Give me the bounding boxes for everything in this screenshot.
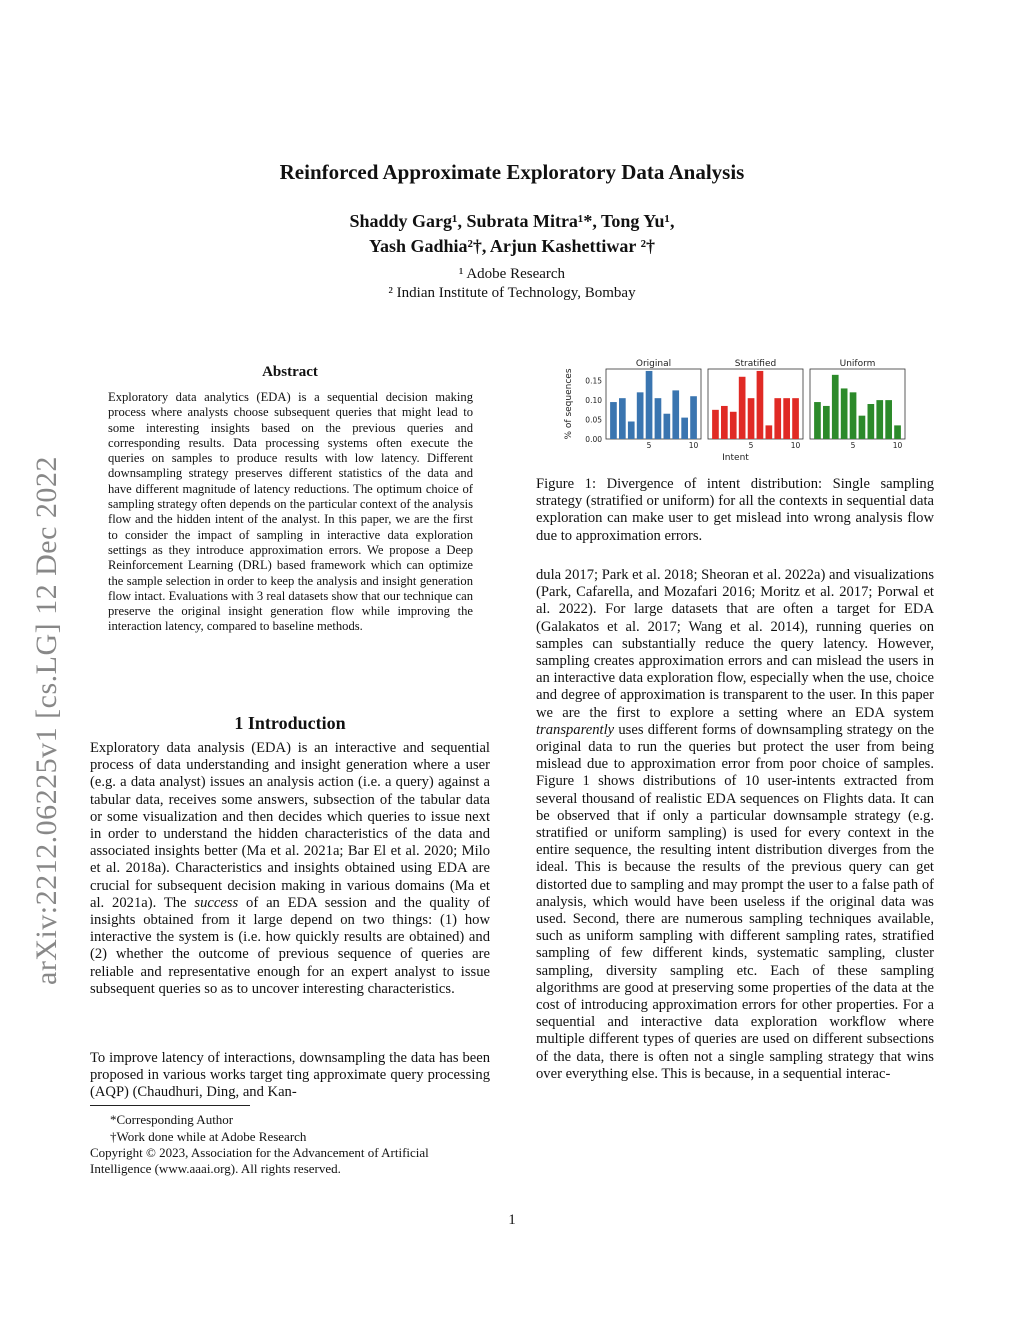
- bar-stratified-10: [792, 398, 799, 439]
- intro-p1-emphasis: success: [194, 894, 239, 911]
- bar-stratified-5: [748, 398, 755, 439]
- right-body-emphasis: transparently: [536, 721, 615, 738]
- right-body-part-b: uses different forms of downsampling strategy on the original data to run the queries but protect the user from being mislead due to approximation error from poor choice of samples. Figure 1 shows distributions of 10 user-intents extracted from several thousand of realistic EDA sequences on Flights data. It can be observed that if only a particular downsample strategy (e.g. stratified or uniform sampling) is used for every context in the entire sequence, the resulting intent distribution diverges from the ideal. This is because the results of the previous query can get distorted due to sampling and may prompt the user to a false path of analysis, which would have been useless if the original data was used. Second, there are numerous sampling techniques available, such as uniform sampling with different sampling rates, stratified sampling of few different kinds, systematic sampling, cluster sampling, diversity sampling etc. Each of these sampling algorithms are good at preserving some properties of the data at the cost of introducing approximation errors for other properties. For a sequential and interactive data exploration workflow where multiple different types of queries are used on different subsections of the data, there is often not a single sampling strategy that wins over everything else. This is because, in a sequential interac-: [536, 721, 934, 1082]
- footnote-work-done: †Work done while at Adobe Research: [110, 1129, 307, 1144]
- bar-uniform-10: [894, 425, 901, 439]
- bar-original-4: [637, 392, 644, 439]
- intro-p1-part-b: of an EDA session and the quality of insights obtained from it large depend on two things: (1) how interactive the system is (i.e. how quickly results are obtained) and (2) whether the outcome of previous sequence of queries are reliable and representative enough for an expert analyst to issue subsequent queries so as to uncover interesting characteristics.: [90, 894, 490, 997]
- introduction-paragraph-1: [90, 740, 490, 998]
- bar-uniform-7: [868, 404, 875, 439]
- bar-original-8: [672, 390, 679, 439]
- y-tick-label: 0.15: [585, 376, 602, 386]
- bar-original-6: [655, 398, 662, 439]
- abstract-heading: Abstract: [262, 364, 318, 380]
- abstract-text: Exploratory data analytics (EDA) is a sequential decision making process where analysts choose subsequent queries that might lead to some interesting insights based on the previous queries and corresponding results. Data processing systems often execute the queries on samples to produce results with low latency. Different downsampling strategy preserves different statistics of the data and have different magnitude of latency reductions. The optimum choice of sampling strategy often depends on the particular context of the analysis flow and the hidden intent of the analyst. In this paper, we are the first to consider the impact of sampling in interactive data exploration settings as they introduce approximation errors. We propose a Deep Reinforcement Learning (DRL) based framework which can optimize the sample selection in order to keep the analysis and insight generation flow intact. Evaluations with 3 real datasets show that our technique can preserve the original insight generation flow while improving the interaction latency, compared to baseline methods.: [108, 390, 473, 634]
- bar-original-3: [628, 422, 635, 440]
- y-tick-label: 0.10: [585, 396, 602, 406]
- figure-1-chart: [560, 357, 910, 470]
- bar-original-9: [681, 418, 688, 439]
- bar-uniform-3: [832, 375, 839, 439]
- bar-stratified-4: [739, 377, 746, 439]
- x-tick-label: 10: [892, 441, 903, 450]
- footnote-rule: [90, 1105, 250, 1106]
- x-tick-label: 10: [790, 441, 801, 450]
- panel-title-original: Original: [635, 359, 672, 369]
- authors-line-1: Shaddy Garg¹, Subrata Mitra¹*, Tong Yu¹,: [349, 211, 675, 231]
- bar-original-2: [619, 398, 626, 439]
- bar-stratified-3: [730, 412, 737, 439]
- introduction-paragraph-2: To improve latency of interactions, downsampling the data has been proposed in various works target ting approximate query processing (AQP) (Chaudhuri, Ding, and Kan-: [90, 1050, 490, 1101]
- bar-uniform-1: [814, 402, 821, 439]
- bar-original-1: [610, 402, 617, 439]
- bar-uniform-2: [823, 406, 830, 439]
- footnote-corresponding: *Corresponding Author: [110, 1112, 234, 1127]
- right-column-body: [536, 567, 934, 1083]
- page-number: 1: [508, 1212, 516, 1228]
- bar-original-10: [690, 396, 697, 439]
- right-body-part-a: dula 2017; Park et al. 2018; Sheoran et al. 2022a) and visualizations (Park, Cafarella, and Mozafari 2016; Moritz et al. 2017; Porwal et al. 2022). For large datasets that are often a target for EDA (Galakatos et al. 2017; Wang et al. 2014), running queries on samples can substantially reduce the query latency. However, sampling creates approximation errors and can mislead the users in an interactive data exploration flow, especially when the use, choice and degree of approximation is transparent to the user. In this paper we are the first to explore a setting where an EDA system: [536, 567, 934, 721]
- affiliation-1: ¹ Adobe Research: [458, 266, 566, 282]
- panel-title-uniform: Uniform: [839, 359, 876, 369]
- authors-line-2: Yash Gadhia²†, Arjun Kashettiwar ²†: [368, 236, 655, 256]
- bar-stratified-8: [774, 398, 781, 439]
- x-axis-label: Intent: [722, 453, 749, 463]
- bar-uniform-4: [841, 388, 848, 439]
- x-tick-label: 5: [850, 441, 856, 450]
- y-tick-label: 0.05: [585, 415, 602, 425]
- y-axis-label: % of sequences: [564, 368, 574, 440]
- introduction-heading: 1 Introduction: [234, 713, 346, 733]
- affiliation-2: ² Indian Institute of Technology, Bombay: [388, 285, 636, 301]
- bar-stratified-6: [757, 371, 764, 439]
- x-tick-label: 10: [688, 441, 699, 450]
- bar-stratified-1: [712, 410, 719, 439]
- y-tick-label: 0.00: [585, 435, 602, 444]
- intent-distribution-chart: [560, 357, 910, 465]
- intro-p1-part-a: Exploratory data analysis (EDA) is an interactive and sequential process of data understanding and insight generation where a user (e.g. a data analyst) issues an analysis action (i.e. a query) against a tabular data, receives some answers, subsection of the tabular data or some visualization and then decides which queries to issue next in order to understand the hidden characteristics of the data and associated insights better (Ma et al. 2021a; Bar El et al. 2020; Milo et al. 2018a). Characteristics and insights obtained using EDA are crucial for subsequent decision making in various domains (Ma et al. 2021a). The: [90, 740, 490, 911]
- panel-title-stratified: Stratified: [734, 359, 777, 369]
- bar-uniform-9: [885, 400, 892, 439]
- bar-original-5: [646, 371, 653, 439]
- bar-uniform-5: [850, 392, 857, 439]
- bar-uniform-8: [876, 400, 883, 439]
- bar-original-7: [664, 414, 671, 439]
- figure-1-caption: Figure 1: Divergence of intent distribution: Single sampling strategy (stratified or uniform) for all the contexts in sequential data exploration can make user to get mislead into wrong analysis flow due to approximation errors.: [536, 476, 934, 544]
- x-tick-label: 5: [646, 441, 652, 450]
- copyright-notice: Copyright © 2023, Association for the Advancement of Artificial Intelligence (www.aaai.org). All rights reserved.: [90, 1145, 429, 1176]
- bar-uniform-6: [859, 416, 866, 439]
- arxiv-stamp: arXiv:2212.06225v1 [cs.LG] 12 Dec 2022: [30, 456, 63, 985]
- x-tick-label: 5: [748, 441, 754, 450]
- bar-stratified-2: [721, 406, 728, 439]
- bar-stratified-7: [766, 425, 773, 439]
- paper-title: Reinforced Approximate Exploratory Data Analysis: [279, 160, 745, 184]
- bar-stratified-9: [783, 398, 790, 439]
